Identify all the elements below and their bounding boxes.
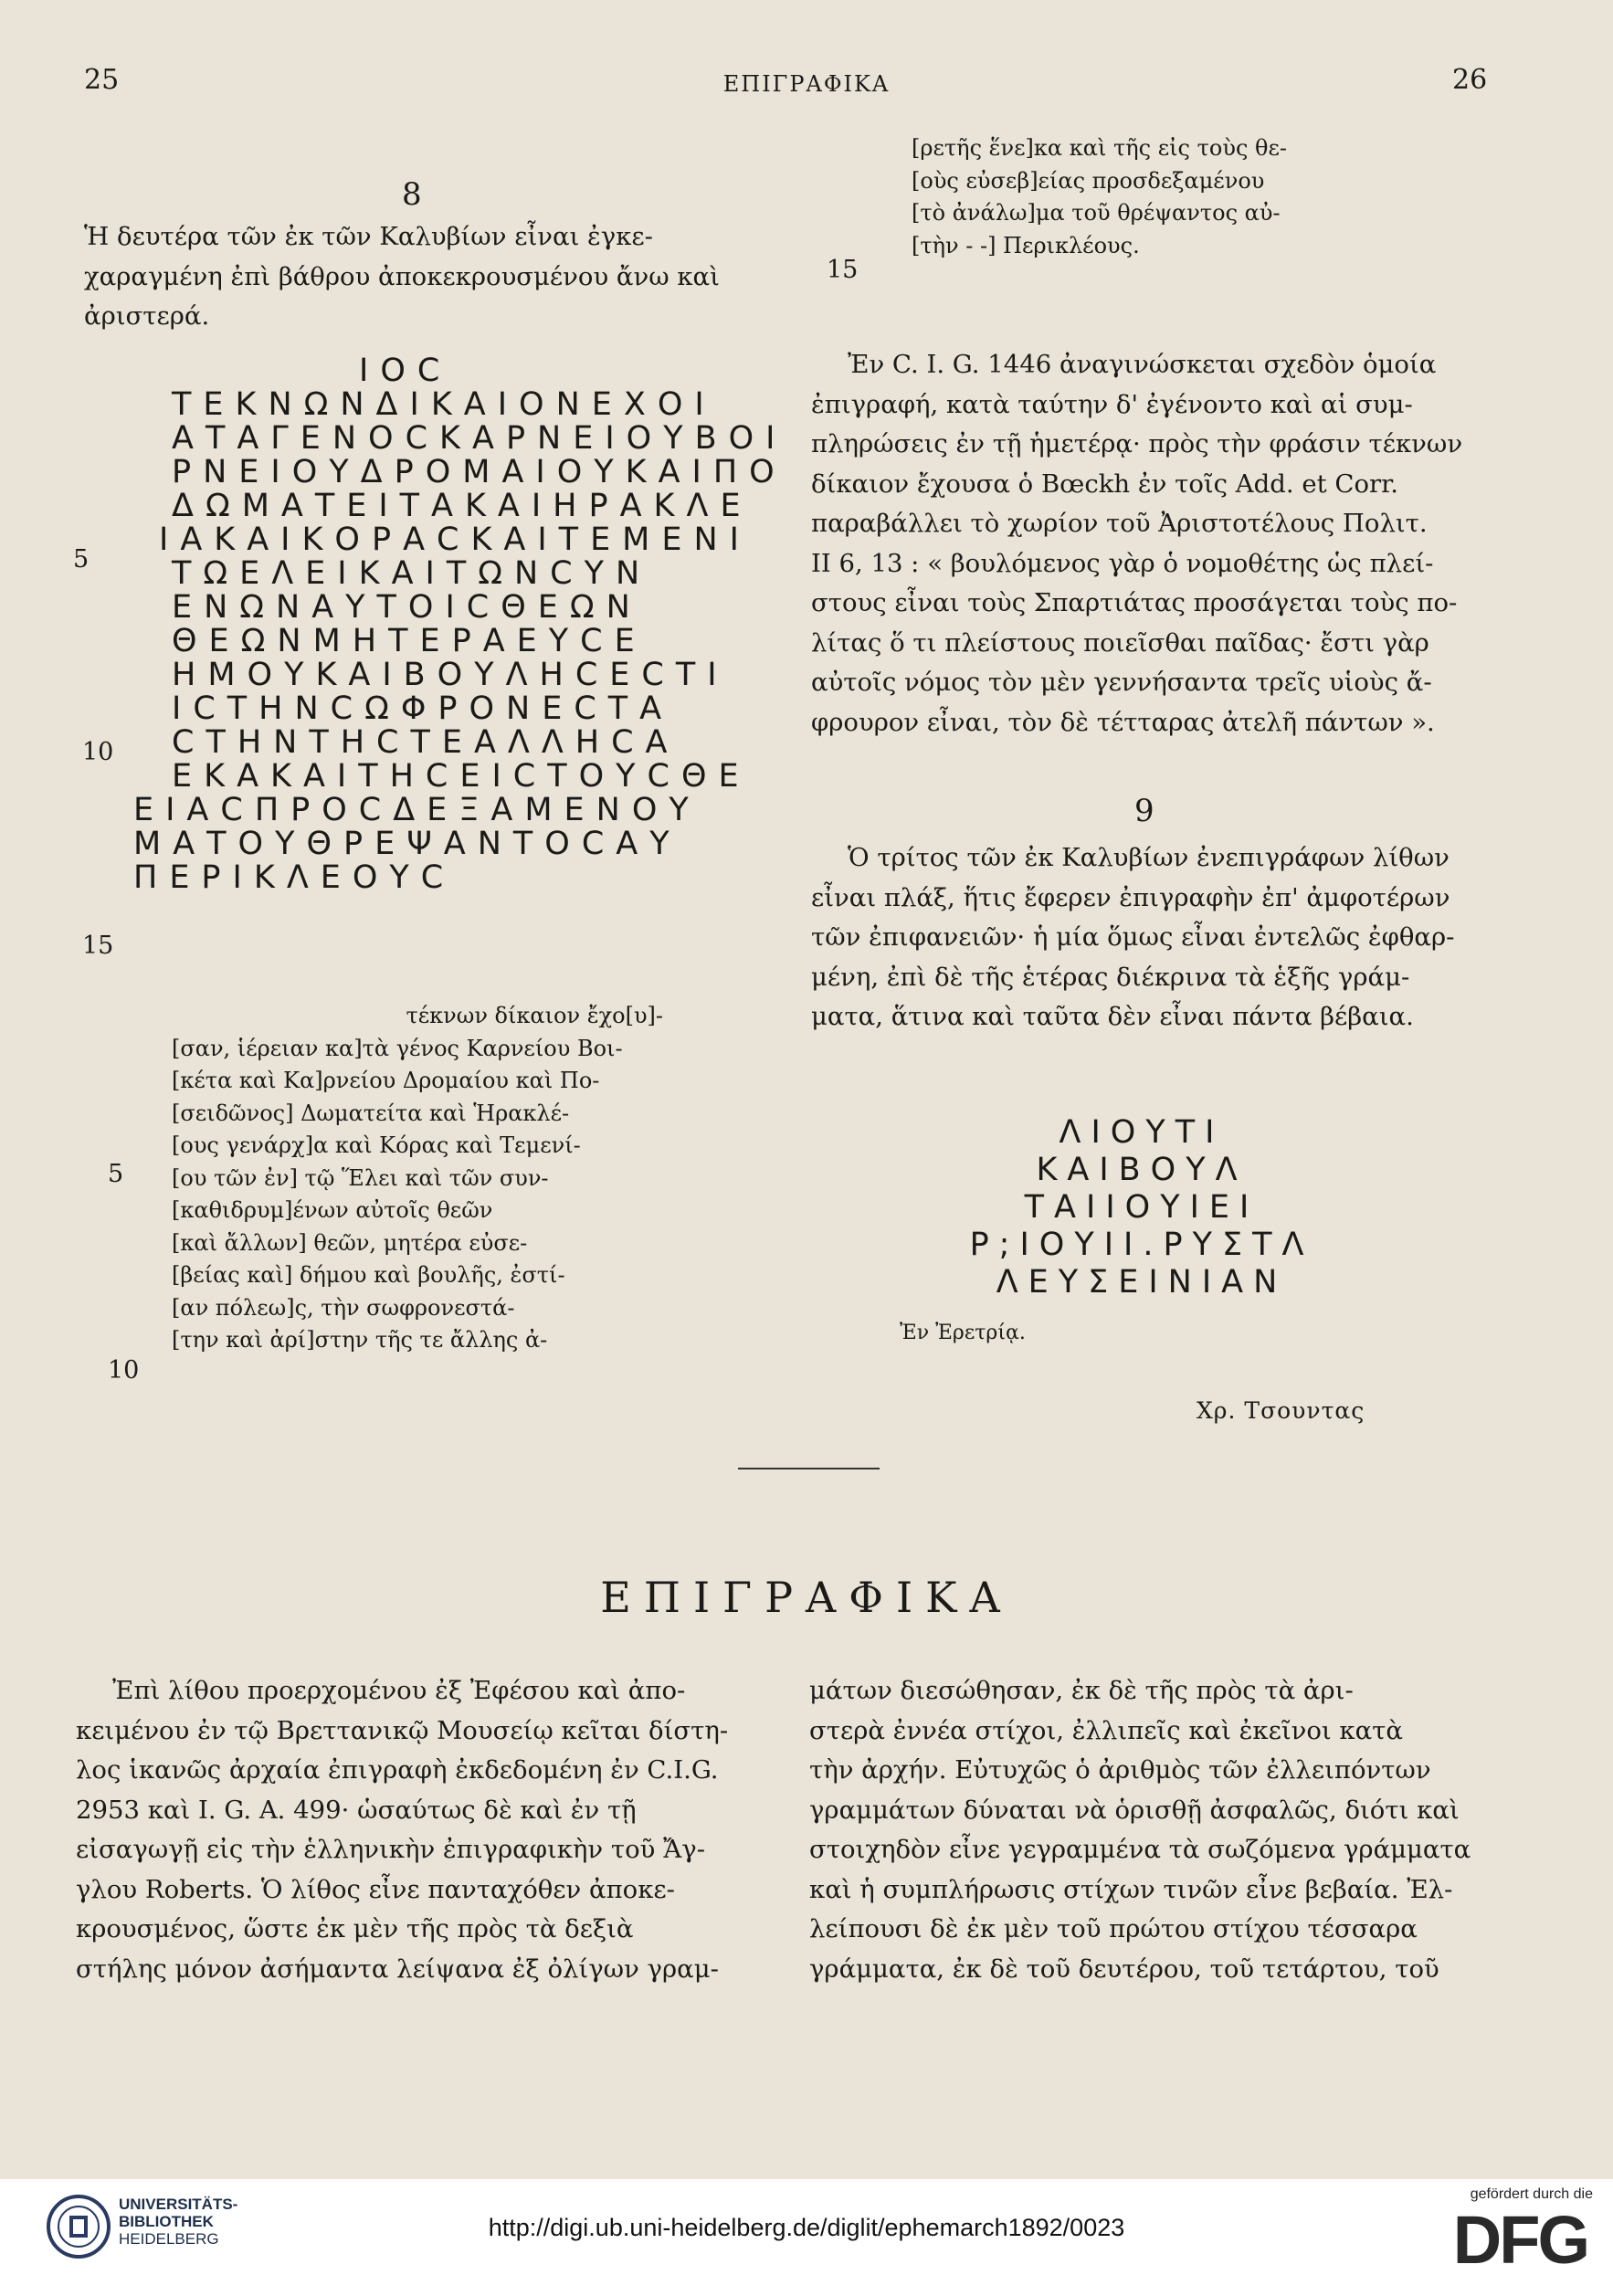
text-line: Ἐπὶ λίθου προερχομένου ἐξ Ἐφέσου καὶ ἀπο- [112,1676,686,1705]
text-line: πληρώσεις ἐν τῇ ἡμετέρᾳ· πρὸς τὴν φράσιν τέκνων [811,429,1463,458]
inscription-line: ΛΙΟΥΤΙ [1059,1114,1225,1151]
author-signature: Χρ. Τσουντας [1197,1397,1365,1424]
transcription-line: [σαν, ἱέρειαν κα]τὰ γένος Καρνείου Βοι- [172,1035,623,1061]
inscription-line-number: 10 [82,738,114,766]
text-line: μάτων διεσώθησαν, ἐκ δὲ τῆς πρὸς τὰ ἀρι- [809,1676,1354,1705]
text-line: γλου Roberts. Ὁ λίθος εἶνε πανταχόθεν ἀποκε- [76,1874,675,1904]
library-line: UNIVERSITÄTS- [119,2196,238,2213]
section-9-text [811,838,1454,1037]
continuation-line-number: 15 [827,256,859,284]
transcription-line: [οὺς εὐσεβ]είας προσδεξαμένου [912,167,1265,194]
text-line: Ἡ δευτέρα τῶν ἐκ τῶν Καλυβίων εἶναι ἐγκε- [84,222,653,251]
continuation-transcription [912,132,1287,262]
transcription-line: [αν πόλεω]ς, τὴν σωφρονεστά- [172,1294,515,1321]
inscription-8 [133,353,787,896]
transcription-line-number: 10 [108,1356,140,1385]
text-line: στους εἶναι τοὺς Σπαρτιάτας προσάγεται τοὺς πο- [811,588,1458,617]
inscription-line: ΔΩΜΑΤΕΙΤΑΚΑΙΗΡΑΚΛΕ [172,488,753,524]
inscription-line: ΡΝΕΙΟΥΔΡΟΜΑΙΟΥΚΑΙΠΟ [172,454,786,490]
text-line: στερὰ ἐννέα στίχοι, ἐλλιπεῖς καὶ ἐκεῖνοι κατὰ [809,1715,1403,1745]
transcription-line: [σειδῶνος] Δωματείτα καὶ Ἡρακλέ- [172,1100,570,1126]
running-title: ΕΠΙΓΡΑΦΙΚΑ [722,71,891,97]
transcription-line: [ους γενάρχ]α καὶ Κόρας καὶ Τεμενί- [172,1132,581,1158]
transcription-line: [ου τῶν ἐν] τῷ Ἕλει καὶ τῶν συν- [172,1164,549,1191]
text-line: λος ἱκανῶς ἀρχαία ἐπιγραφὴ ἐκδεδομένη ἐν C.I.G. [76,1755,719,1785]
inscription-line: Ρ;ΙΟΥΙΙ.ΡΥΣΤΛ [969,1227,1314,1263]
inscription-line: ΙΑΚΑΙΚΟΡΑϹΚΑΙΤΕΜΕΝΙ [159,521,751,558]
text-line: γραμμάτων δύναται νὰ ὁρισθῇ ἀσφαλῶς, διότι καὶ [809,1795,1460,1825]
text-line: ἐπιγραφή, κατὰ ταύτην δ' ἐγένοντο καὶ αἱ συμ- [811,389,1413,419]
transcription-line: [κέτα καὶ Κα]ρνείου Δρομαίου καὶ Πο- [172,1068,600,1093]
text-line: λίτας ὅ τι πλείστους ποιεῖσθαι παῖδας· ἔστι γὰρ [811,627,1429,658]
inscription-line: ΤΩΕΛΕΙΚΑΙΤΩΝϹΥΝ [172,555,652,592]
section-8-number: 8 [402,176,422,213]
text-line: στήλης μόνον ἀσήμαντα λείψανα ἐξ ὀλίγων γραμ- [76,1954,719,1984]
text-line: τῶν ἐπιφανειῶν· ἡ μία ὅμως εἶναι ἐντελῶς ἐφθαρ- [811,922,1455,952]
text-line: στοιχηδὸν εἶνε γεγραμμένα τὰ σωζόμενα γράμματα [809,1835,1471,1864]
text-line: παραβάλλει τὸ χωρίον τοῦ Ἀριστοτέλους Πολιτ. [811,509,1428,538]
inscription-line: ΤΑΙΙΟΥΙΕΙ [1024,1189,1260,1226]
inscription-line: ΗΜΟΥΚΑΙΒΟΥΛΗϹΕϹΤΙ [172,657,729,693]
bottom-left-text [76,1671,728,1989]
inscription-line-number: 5 [73,545,90,574]
text-line: λείπουσι δὲ ἐκ μὲν τοῦ πρώτου στίχου τέσσαρα [809,1914,1418,1943]
text-line: κειμένου ἐν τῷ Βρεττανικῷ Μουσείῳ κεῖται δίστη- [76,1715,729,1745]
text-line: εἶναι πλάξ, ἥτις ἔφερεν ἐπιγραφὴν ἐπ' ἀμφοτέρων [811,882,1450,912]
section-divider [738,1468,880,1469]
inscription-line: ΕΝΩΝΑΥΤΟΙϹΘΕΩΝ [172,589,642,626]
text-line: εἰσαγωγῇ εἰς τὴν ἑλληνικὴν ἐπιγραφικὴν τοῦ Ἄγ- [76,1835,706,1864]
text-line: Ἐν C. I. G. 1446 ἀναγινώσκεται σχεδὸν ὁμοία [848,350,1437,379]
transcription-line: [την καὶ ἀρί]στην τῆς τε ἄλλης ἀ- [172,1327,548,1353]
section-9-number: 9 [1134,793,1154,829]
text-line: ἀριστερά. [84,301,210,331]
inscription-line: ΚΑΙΒΟΥΛ [1036,1152,1248,1188]
inscription-9 [950,1114,1334,1301]
text-line: γράμματα, ἐκ δὲ τοῦ δευτέρου, τοῦ τετάρτου, τοῦ [809,1954,1439,1984]
text-line: II 6, 13 : « βουλόμενος γὰρ ὁ νομοθέτης ὡς πλεί- [811,548,1434,578]
inscription-line: ΕΚΑΚΑΙΤΗϹΕΙϹΤΟΥϹΘΕ [172,758,751,795]
commentary-8 [811,345,1462,743]
transcription-8 [172,1000,674,1357]
text-line: ματα, ἅτινα καὶ ταῦτα δὲν εἶναι πάντα βέβαια. [811,1002,1414,1031]
section-8-intro [84,217,720,337]
inscription-line: ΕΙΑϹΠΡΟϹΔΕΞΑΜΕΝΟΥ [133,792,701,828]
text-line: Ὁ τρίτος τῶν ἐκ Καλυβίων ἐνεπιγράφων λίθων [848,843,1450,872]
dfg-logo: DFG [1452,2202,1587,2278]
transcription-line: [τὸ ἀνάλω]μα τοῦ θρέψαντος αὐ- [912,200,1281,226]
transcription-line: [καθιδρυμ]ένων αὐτοῖς θεῶν [172,1197,493,1223]
transcription-line: [τὴν - -] Περικλέους. [912,232,1140,258]
text-line: 2953 καὶ I. G. A. 499· ὡσαύτως δὲ καὶ ἐν τῇ [76,1795,637,1825]
inscription-line: ΛΕΥΣΕΙΝΙΑΝ [996,1264,1288,1301]
inscription-line: ϹΤΗΝΤΗϹΤΕΑΛΛΗϹΑ [172,724,680,761]
inscription-line: ΙΟϹ [359,353,452,389]
inscription-line: ΘΕΩΝΜΗΤΕΡΑΕΥϹΕ [172,623,647,659]
funded-by-label: gefördert durch die [1470,2186,1593,2202]
library-line: BIBLIOTHEK [119,2213,214,2230]
inscription-line: ΑΤΑΓΕΝΟϹΚΑΡΝΕΙΟΥΒΟΙ [172,420,787,457]
transcription-line-number: 5 [108,1160,124,1188]
bottom-right-text [809,1671,1471,1989]
text-line: δίκαιον ἔχουσα ὁ Bœckh ἐν τοῖς Add. et Corr. [811,469,1399,499]
transcription-line: [καὶ ἄλλων] θεῶν, μητέρα εὐσε- [172,1229,528,1256]
text-line: χαραγμένη ἐπὶ βάθρου ἀποκεκρουσμένου ἄνω καὶ [84,261,720,291]
section-heading: ΕΠΙΓΡΑΦΙΚΑ [600,1573,1013,1622]
text-line: κρουσμένος, ὥστε ἐκ μὲν τῆς πρὸς τὰ δεξιὰ [76,1914,634,1943]
text-line: φρουρον εἶναι, τὸν δὲ τέτταρας ἀτελῆ πάντων ». [811,707,1435,737]
inscription-line: ΙϹΤΗΝϹΩΦΡΟΝΕϹΤΑ [172,690,674,727]
inscription-line: ΠΕΡΙΚΛΕΟΥϹ [133,859,456,896]
inscription-line: ΜΑΤΟΥΘΡΕΨΑΝΤΟϹΑΥ [133,826,681,862]
text-line: καὶ ἡ συμπλήρωσις στίχων τινῶν εἶνε βεβαία. Ἐλ- [809,1874,1453,1904]
left-page-number: 25 [84,64,120,96]
text-line: μένη, ἐπὶ δὲ τῆς ἑτέρας διέκρινα τὰ ἑξῆς γράμ- [811,962,1410,992]
place-note: Ἐν Ἐρετρίᾳ. [900,1322,1026,1344]
library-line: HEIDELBERG [119,2230,219,2248]
source-url-link[interactable]: http://digi.ub.uni-heidelberg.de/diglit/ephemarch1892/0023 [488,2214,1125,2241]
inscription-line: ΤΕΚΝΩΝΔΙΚΑΙΟΝΕΧΟΙ [172,386,716,423]
transcription-line: τέκνων δίκαιον ἔχο[υ]- [406,1003,663,1028]
transcription-line: [βείας καὶ] δήμου καὶ βουλῆς, ἐστί- [172,1262,565,1288]
text-line: αὐτοῖς νόμος τὸν μὲν γεννήσαντα τρεῖς υἱοὺς ἄ- [811,668,1432,697]
transcription-line: [ρετῆς ἕνε]κα καὶ τῆς εἰς τοὺς θε- [912,135,1287,161]
right-page-number: 26 [1452,64,1488,96]
inscription-line-number: 15 [82,932,114,960]
text-line: τὴν ἀρχήν. Εὐτυχῶς ὁ ἀριθμὸς τῶν ἐλλειπόντων [809,1755,1431,1785]
